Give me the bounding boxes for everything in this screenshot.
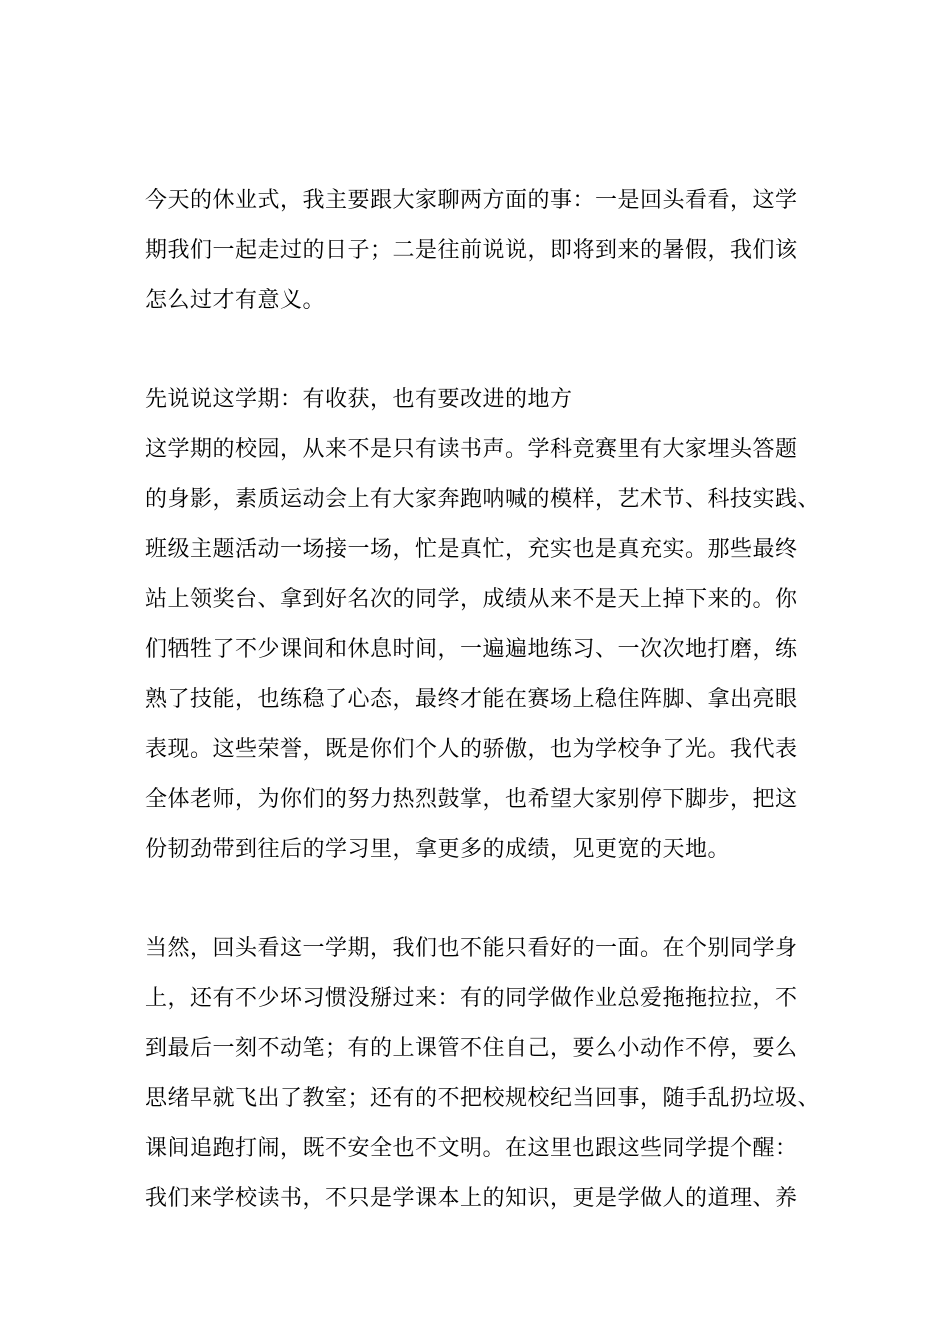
paragraph-3-line-1: 当然，回头看这一学期，我们也不能只看好的一面。在个别同学身 bbox=[145, 936, 798, 961]
paragraph-3-line-5: 课间追跑打闹，既不安全也不文明。在这里也跟这些同学提个醒： bbox=[145, 1136, 798, 1161]
paragraph-3-line-6: 我们来学校读书，不只是学课本上的知识，更是学做人的道理、养 bbox=[145, 1186, 798, 1211]
paragraph-3-line-3: 到最后一刻不动笔；有的上课管不住自己，要么小动作不停，要么 bbox=[145, 1036, 798, 1061]
paragraph-2-line-1: 这学期的校园，从来不是只有读书声。学科竞赛里有大家埋头答题 bbox=[145, 437, 798, 462]
paragraph-3-line-4: 思绪早就飞出了教室；还有的不把校规校纪当回事，随手乱扔垃圾、 bbox=[145, 1086, 821, 1111]
paragraph-3-line-2: 上，还有不少坏习惯没掰过来：有的同学做作业总爱拖拖拉拉，不 bbox=[145, 986, 798, 1011]
paragraph-2-line-5: 们牺牲了不少课间和休息时间，一遍遍地练习、一次次地打磨，练 bbox=[145, 637, 798, 662]
paragraph-2-line-6: 熟了技能，也练稳了心态，最终才能在赛场上稳住阵脚、拿出亮眼 bbox=[145, 687, 798, 712]
paragraph-1-line-3: 怎么过才有意义。 bbox=[145, 288, 326, 313]
paragraph-2-line-7: 表现。这些荣誉，既是你们个人的骄傲，也为学校争了光。我代表 bbox=[145, 737, 798, 762]
paragraph-1-line-2: 期我们一起走过的日子；二是往前说说，即将到来的暑假，我们该 bbox=[145, 238, 798, 263]
paragraph-2-line-9: 份韧劲带到往后的学习里，拿更多的成绩，见更宽的天地。 bbox=[145, 837, 731, 862]
section-heading: 先说说这学期：有收获，也有要改进的地方 bbox=[145, 387, 573, 412]
paragraph-2-line-2: 的身影，素质运动会上有大家奔跑呐喊的模样，艺术节、科技实践、 bbox=[145, 487, 821, 512]
paragraph-2-line-3: 班级主题活动一场接一场，忙是真忙，充实也是真充实。那些最终 bbox=[145, 537, 798, 562]
paragraph-2-line-4: 站上领奖台、拿到好名次的同学，成绩从来不是天上掉下来的。你 bbox=[145, 587, 798, 612]
paragraph-1-line-1: 今天的休业式，我主要跟大家聊两方面的事：一是回头看看，这学 bbox=[145, 188, 798, 213]
paragraph-2-line-8: 全体老师，为你们的努力热烈鼓掌，也希望大家别停下脚步，把这 bbox=[145, 787, 798, 812]
